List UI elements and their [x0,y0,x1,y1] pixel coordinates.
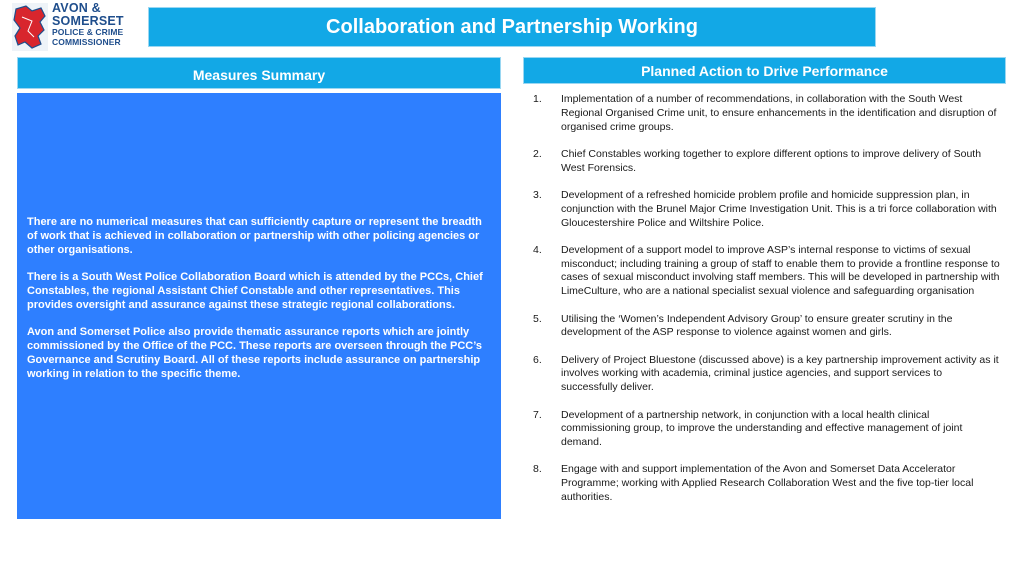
measures-paragraph: Avon and Somerset Police also provide thematic assurance reports which are jointly commissioned by the Office of the PCC. These reports are overseen through the PCC’s Governance and Scrutiny Board. All of these reports include assurance on partnership working in relation to the specific theme. [27,326,482,380]
action-text: Delivery of Project Bluestone (discussed above) is a key partnership improvement activity as it involves working with academia, criminal justice agencies, and support services to successfully deliver. [561,353,999,394]
logo-line-2: SOMERSET [52,13,124,28]
action-number: 5. [533,312,542,325]
action-item [530,313,1000,341]
action-item [530,93,1000,134]
action-item [530,463,1000,504]
action-text: Utilising the ‘Women’s Independent Advisory Group’ to ensure greater scrutiny in the development of the ASP response to violence against women and girls. [561,312,953,339]
action-text: Development of a support model to improve ASP’s internal response to victims of sexual misconduct; including training a group of staff to enable them to provide a frontline response to cases of sexual misconduct involving staff members. This will be developed in partnership with LimeCulture, who are a national specialist sexual violence and safeguarding organisation [561,243,1000,298]
action-item [530,148,1000,176]
measures-summary-header [17,57,501,89]
planned-action-list [530,93,1000,518]
action-item [530,354,1000,395]
pcc-logo [12,2,124,52]
action-number: 8. [533,463,542,476]
planned-action-title: Planned Action to Drive Performance [641,62,888,79]
page-title: Collaboration and Partnership Working [326,15,698,38]
planned-action-header [523,57,1006,84]
action-text: Development of a refreshed homicide problem profile and homicide suppression plan, in conjunction with the Brunel Major Crime Investigation Unit. This is a tri force collaboration with Gloucestershire Police and Wiltshire Police. [561,188,997,229]
action-number: 6. [533,353,542,366]
action-number: 3. [533,188,542,201]
region-map-icon [12,3,48,51]
action-number: 2. [533,147,542,160]
logo-line-3: POLICE & CRIME [52,27,124,37]
logo-line-1: AVON & [52,1,101,15]
logo-line-4: COMMISSIONER [52,36,121,47]
action-item [530,244,1000,299]
measures-paragraph: There is a South West Police Collaboration Board which is attended by the PCCs, Chief Constables, the regional Assistant Chief Constable and other representatives. This provides oversight and assurance against these strategic regional collaborations. [27,271,483,311]
logo-text [52,2,124,46]
measures-summary-panel [17,93,501,519]
action-text: Chief Constables working together to explore different options to improve delivery of South West Forensics. [561,147,982,174]
action-text: Implementation of a number of recommendations, in collaboration with the South West Regional Organised Crime unit, to ensure enhancements in the identification and disruption of organised crime groups. [561,93,997,133]
title-banner [148,7,876,47]
action-item [530,409,1000,450]
action-item [530,189,1000,230]
action-number: 4. [533,243,542,256]
measures-paragraph: There are no numerical measures that can sufficiently capture or represent the breadth of work that is achieved in collaboration or partnership with other policing agencies or other organisations. [27,216,482,256]
measures-summary-title: Measures Summary [192,66,326,83]
action-text: Development of a partnership network, in conjunction with a local health clinical commissioning group, to improve the understanding and effective management of joint demand. [561,408,963,449]
action-number: 7. [533,408,542,421]
action-number: 1. [533,93,542,105]
action-text: Engage with and support implementation of the Avon and Somerset Data Accelerator Programme; working with Applied Research Collaboration West and the five top-tier local authorities. [561,463,974,504]
